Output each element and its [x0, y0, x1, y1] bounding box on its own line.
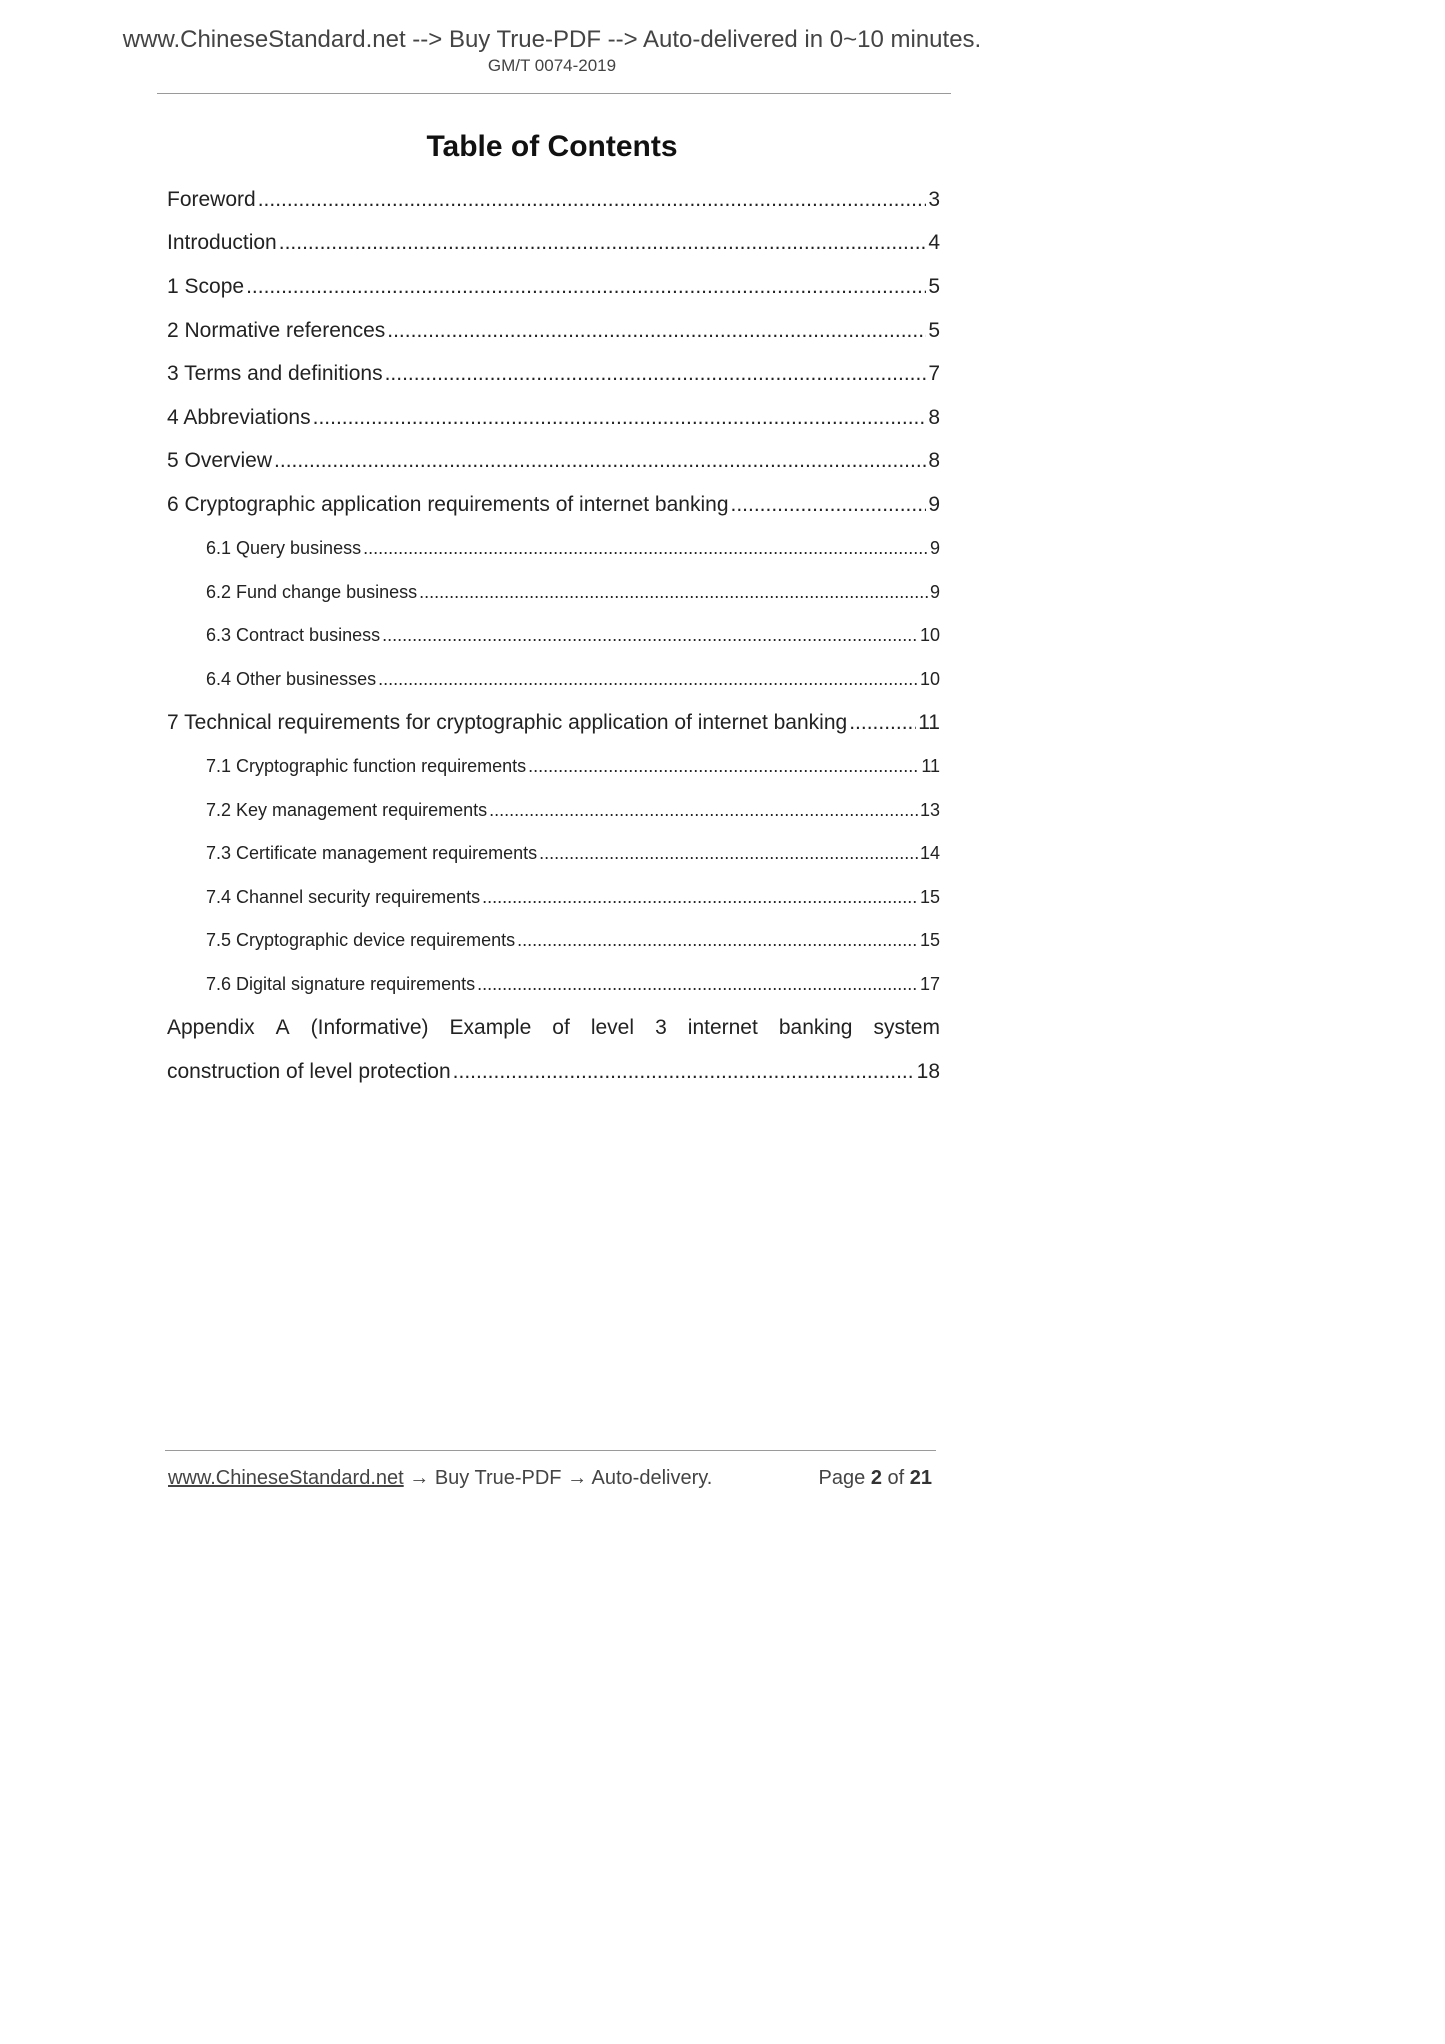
toc-entry[interactable] [167, 396, 940, 440]
toc-entry-page-number: 15 [919, 886, 940, 907]
footer [168, 1466, 934, 1490]
toc-subentry[interactable] [167, 658, 940, 702]
appendix-title-word: banking [778, 1016, 853, 1040]
toc-subentry[interactable] [167, 527, 940, 571]
dot-leader [849, 711, 916, 735]
toc-entry-page-number: 10 [919, 668, 940, 689]
appendix-page-number: 18 [916, 1059, 940, 1083]
toc-entry-label: 6 Cryptographic application requirements of internet banking [167, 492, 729, 516]
dot-leader [378, 669, 918, 690]
toc-entry-label: 6.1 Query business [206, 538, 362, 559]
toc-subentry[interactable] [167, 788, 940, 832]
toc-entries [167, 178, 940, 1006]
page-title: Table of Contents [426, 130, 678, 163]
toc-entry-label: 6.2 Fund change business [206, 581, 418, 602]
appendix-title-continuation: construction of level protection [167, 1059, 451, 1083]
dot-leader [387, 319, 926, 343]
toc-subentry[interactable] [167, 832, 940, 876]
toc-entry-label: 7.6 Digital signature requirements [206, 973, 476, 994]
toc-entry-page-number: 9 [928, 492, 940, 516]
toc-entry[interactable] [167, 440, 940, 484]
dot-leader [528, 756, 919, 777]
toc-entry[interactable] [167, 309, 940, 353]
toc-subentry[interactable] [167, 919, 940, 963]
appendix-title-word: internet [687, 1016, 758, 1040]
toc-subentry[interactable] [167, 570, 940, 614]
total-pages-number: 21 [909, 1467, 932, 1489]
header-banner: www.ChineseStandard.net --> Buy True-PDF --> Auto-delivered in 0~10 minutes. [122, 26, 982, 53]
toc-entry-label: 1 Scope [167, 274, 245, 298]
dot-leader [477, 974, 918, 995]
toc-entry-page-number: 11 [918, 710, 940, 734]
dot-leader [363, 538, 928, 559]
page-indicator [819, 1466, 932, 1490]
dot-leader [258, 188, 927, 212]
standard-code: GM/T 0074-2019 [487, 56, 617, 75]
toc-entry[interactable] [167, 265, 940, 309]
toc-entry-label: 7.3 Certificate management requirements [206, 843, 538, 864]
footer-tagline: → Buy True-PDF → Auto-delivery. [403, 1467, 713, 1489]
dot-leader [489, 800, 918, 821]
appendix-title-line2 [167, 1050, 940, 1094]
appendix-title-line1 [167, 1006, 940, 1050]
dot-leader [313, 406, 927, 430]
appendix-title-word: level [590, 1016, 635, 1040]
toc-entry-page-number: 5 [928, 274, 940, 298]
toc-entry-label: 7.1 Cryptographic function requirements [206, 756, 527, 777]
toc-entry-appendix-a[interactable] [167, 1006, 940, 1093]
footer-website-link[interactable]: www.ChineseStandard.net [168, 1467, 404, 1489]
toc-entry-page-number: 9 [929, 538, 940, 559]
toc-entry-label: 6.4 Other businesses [206, 668, 377, 689]
of-word: of [887, 1467, 905, 1489]
toc-entry[interactable] [167, 178, 940, 222]
table-of-contents [167, 178, 940, 1093]
toc-entry-label: 5 Overview [167, 449, 273, 473]
appendix-title-word: Appendix [167, 1016, 255, 1040]
appendix-title-word: of [552, 1016, 570, 1040]
header-divider [157, 93, 951, 94]
toc-entry-page-number: 8 [928, 449, 940, 473]
dot-leader [539, 843, 918, 864]
toc-subentry[interactable] [167, 614, 940, 658]
toc-entry-page-number: 17 [919, 973, 940, 994]
toc-entry-page-number: 9 [929, 581, 940, 602]
toc-entry-label: 2 Normative references [167, 318, 386, 342]
appendix-title-word: system [873, 1016, 940, 1040]
toc-subentry[interactable] [167, 963, 940, 1007]
toc-entry-label: Foreword [167, 187, 256, 211]
appendix-title-word: A [275, 1016, 290, 1040]
dot-leader [279, 231, 927, 255]
appendix-title-word: 3 [655, 1016, 667, 1040]
toc-entry-page-number: 14 [919, 843, 940, 864]
toc-entry-label: 4 Abbreviations [167, 405, 311, 429]
current-page-number: 2 [870, 1467, 882, 1489]
toc-entry[interactable] [167, 483, 940, 527]
toc-entry-page-number: 7 [928, 362, 940, 386]
toc-entry-page-number: 4 [928, 231, 940, 255]
dot-leader [731, 493, 927, 517]
toc-subentry[interactable] [167, 745, 940, 789]
toc-entry-page-number: 13 [919, 799, 940, 820]
appendix-title-word: Example [449, 1016, 532, 1040]
toc-entry-label: 7.2 Key management requirements [206, 799, 488, 820]
toc-entry-page-number: 5 [928, 318, 940, 342]
toc-entry-label: Introduction [167, 231, 277, 255]
dot-leader [385, 362, 927, 386]
toc-entry-label: 7.4 Channel security requirements [206, 886, 481, 907]
toc-entry-page-number: 10 [919, 625, 940, 646]
toc-entry-label: 7 Technical requirements for cryptographic application of internet banking [167, 710, 848, 734]
dot-leader [419, 582, 928, 603]
dot-leader [382, 625, 918, 646]
toc-entry-page-number: 11 [921, 756, 940, 777]
page-word: Page [818, 1467, 866, 1489]
toc-entry-label: 7.5 Cryptographic device requirements [206, 930, 516, 951]
dot-leader [482, 887, 918, 908]
toc-entry-label: 3 Terms and definitions [167, 362, 383, 386]
dot-leader [517, 930, 918, 951]
appendix-title-word: (Informative) [310, 1016, 429, 1040]
toc-entry-page-number: 3 [928, 187, 940, 211]
toc-entry[interactable] [167, 701, 940, 745]
toc-entry-page-number: 8 [928, 405, 940, 429]
toc-entry-label: 6.3 Contract business [206, 625, 381, 646]
toc-entry[interactable] [167, 222, 940, 266]
dot-leader [246, 275, 926, 299]
dot-leader [453, 1060, 915, 1084]
toc-entry[interactable] [167, 352, 940, 396]
dot-leader [274, 449, 926, 473]
toc-subentry[interactable] [167, 876, 940, 920]
toc-entry-page-number: 15 [919, 930, 940, 951]
footer-divider [165, 1450, 936, 1451]
